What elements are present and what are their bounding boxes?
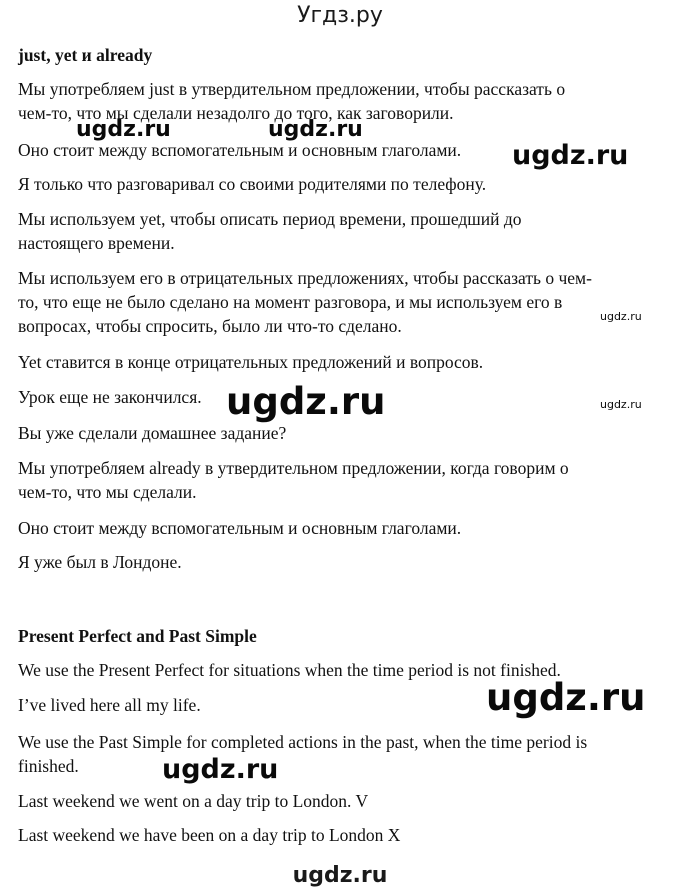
text-line: Мы используем yet, чтобы описать период времени, прошедший до (18, 209, 522, 229)
example-sentence: Last weekend we went on a day trip to London. V (18, 791, 369, 811)
text-line: We use the Past Simple for completed actions in the past, when the time period is (18, 732, 588, 752)
text-line: вопросах, чтобы спросить, было ли что-то сделано. (18, 316, 402, 336)
footer-watermark: ugdz.ru (292, 863, 388, 888)
text-line: Мы употребляем just в утвердительном предложении, чтобы рассказать о (18, 79, 566, 99)
text-line: настоящего времени. (18, 233, 175, 253)
watermark: ugdz.ru (600, 398, 642, 411)
text-line: чем-то, что мы сделали незадолго до того, как заговорили. (18, 103, 454, 123)
text-line: Оно стоит между вспомогательным и основным глаголами. (18, 140, 462, 160)
watermark: ugdz.ru (162, 754, 279, 785)
example-sentence: Урок еще не закончился. (18, 387, 202, 407)
example-sentence: Last weekend we have been on a day trip to London X (18, 825, 401, 845)
section-heading-present-perfect-past-simple: Present Perfect and Past Simple (18, 626, 257, 646)
example-sentence: Вы уже сделали домашнее задание? (18, 423, 287, 443)
watermark: ugdz.ru (226, 380, 386, 423)
text-line: то, что еще не было сделано на момент разговора, и мы используем его в (18, 292, 563, 312)
section-heading-just-yet-already: just, yet и already (18, 45, 153, 65)
example-sentence: Я уже был в Лондоне. (18, 552, 182, 572)
text-line: We use the Present Perfect for situations when the time period is not finished. (18, 660, 561, 680)
example-sentence: I’ve lived here all my life. (18, 695, 201, 715)
watermark: ugdz.ru (268, 117, 363, 142)
watermark: ugdz.ru (512, 140, 629, 171)
text-line: Мы используем его в отрицательных предложениях, чтобы рассказать о чем- (18, 268, 592, 288)
text-line: Оно стоит между вспомогательным и основным глаголами. (18, 518, 462, 538)
example-sentence: Я только что разговаривал со своими родителями по телефону. (18, 174, 487, 194)
text-line: чем-то, что мы сделали. (18, 482, 197, 502)
site-title: Угдз.ру (297, 3, 383, 28)
watermark: ugdz.ru (486, 676, 646, 719)
text-line: finished. (18, 756, 79, 776)
text-line: Мы употребляем already в утвердительном предложении, когда говорим о (18, 458, 569, 478)
watermark: ugdz.ru (600, 310, 642, 323)
watermark: ugdz.ru (76, 117, 171, 142)
text-line: Yet ставится в конце отрицательных предложений и вопросов. (18, 352, 484, 372)
